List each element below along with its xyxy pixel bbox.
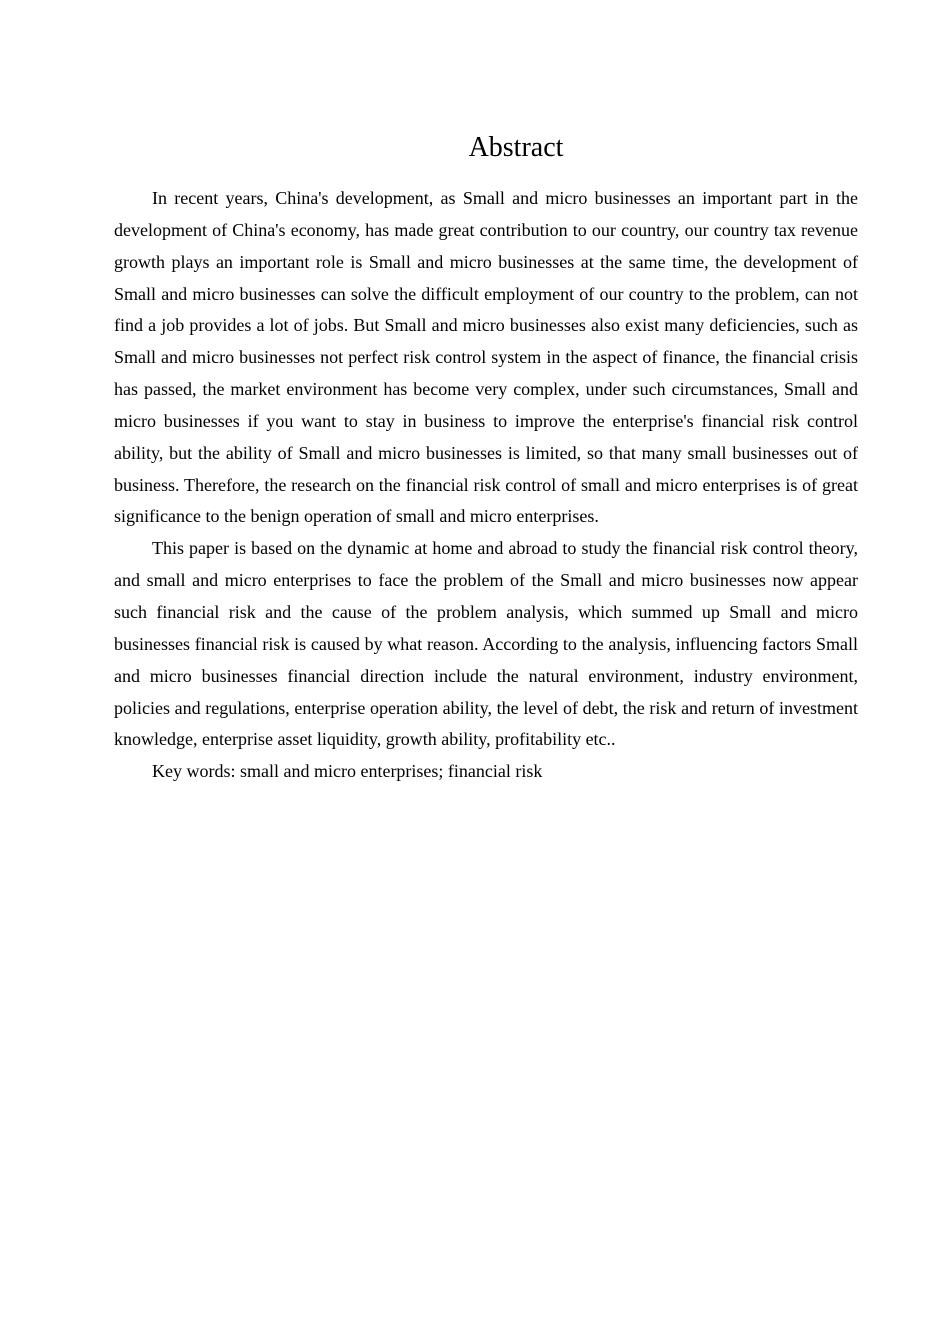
abstract-paragraph-2: This paper is based on the dynamic at home and abroad to study the financial risk control theory, and small and micro enterprises to face the problem of the Small and micro businesses now appear such financial risk and the cause of the problem analysis, which summed up Small and micro businesses financial risk is caused by what reason. According to the analysis, influencing factors Small and micro businesses financial direction include the natural environment, industry environment, policies and regulations, enterprise operation ability, the level of debt, the risk and return of investment knowledge, enterprise asset liquidity, growth ability, profitability etc.. — [114, 538, 858, 750]
abstract-body — [114, 183, 858, 788]
abstract-title: Abstract — [468, 132, 564, 163]
keywords-line: Key words: small and micro enterprises; financial risk — [152, 761, 543, 782]
abstract-paragraph-1: In recent years, China's development, as Small and micro businesses an important part in the development of China's economy, has made great contribution to our country, our country tax revenue growth plays an important role is Small and micro businesses at the same time, the development of Small and micro businesses can solve the difficult employment of our country to the problem, can not find a job provides a lot of jobs. But Small and micro businesses also exist many deficiencies, such as Small and micro businesses not perfect risk control system in the aspect of finance, the financial crisis has passed, the market environment has become very complex, under such circumstances, Small and micro businesses if you want to stay in business to improve the enterprise's financial risk control ability, but the ability of Small and micro businesses is limited, so that many small businesses out of business. Therefore, the research on the financial risk control of small and micro enterprises is of great significance to the benign operation of small and micro enterprises. — [114, 188, 858, 527]
